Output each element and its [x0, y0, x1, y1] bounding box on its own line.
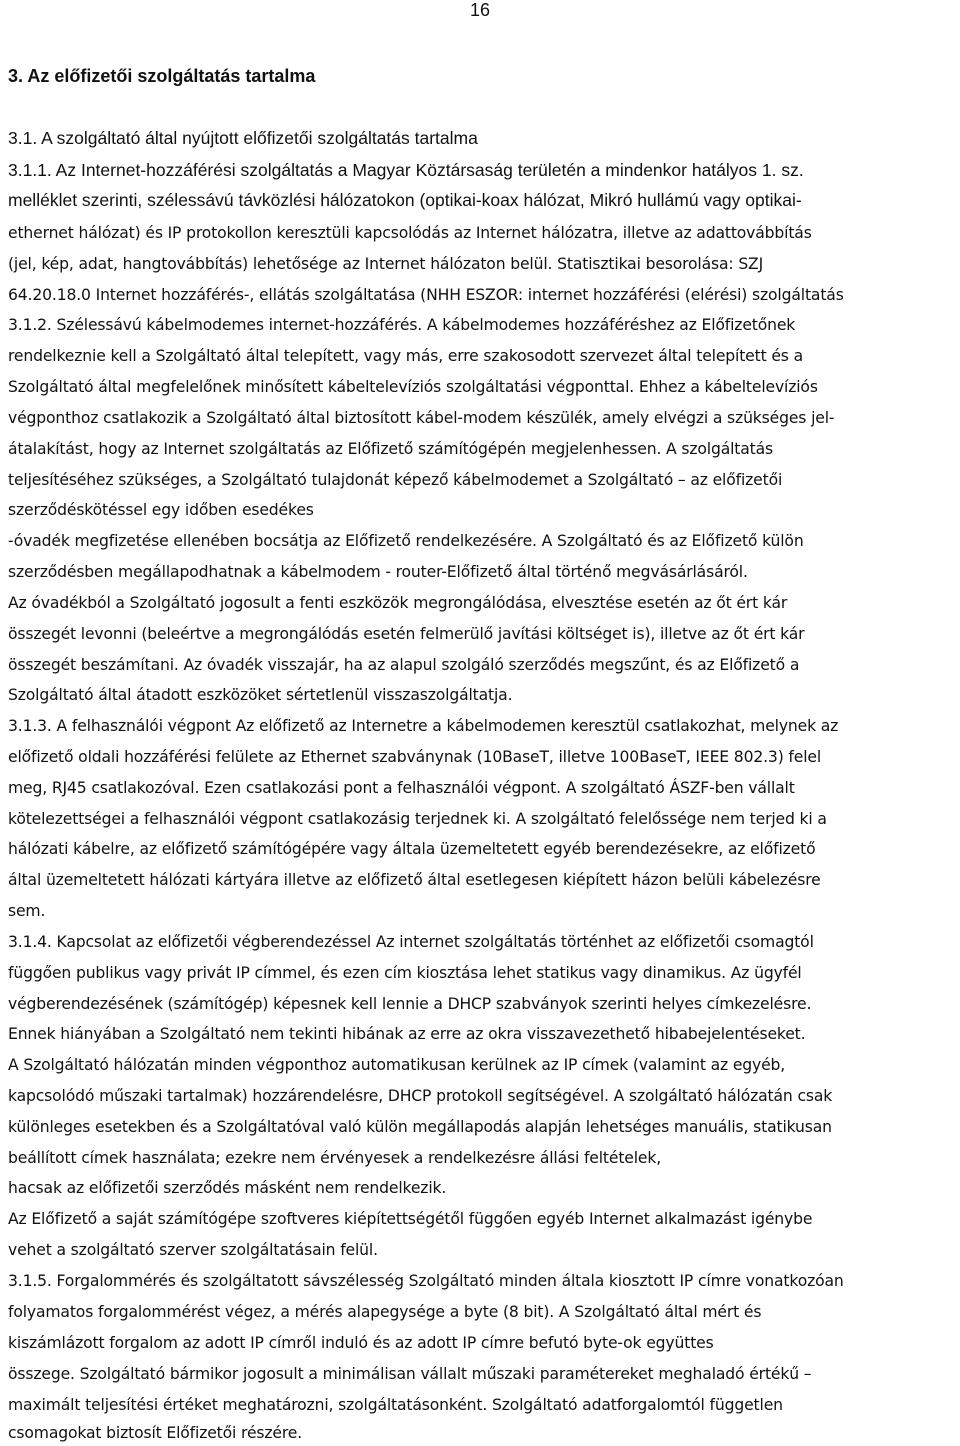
text-line: összegét levonni (beleértve a megrongálódás esetén felmerülő javítási költséget is), illetve az őt ért kár — [8, 625, 805, 643]
text-line: által üzemeltetett hálózati kártyára illetve az előfizető által esetlegesen kiépített házon belüli kábelezésre — [8, 871, 821, 889]
text-line: maximált teljesítési értéket meghatározni, szolgáltatásonként. Szolgáltató adatforgalomtól független — [8, 1396, 783, 1414]
text-line: függően publikus vagy privát IP címmel, és ezen cím kiosztása lehet statikus vagy dinamikus. Az ügyfél — [8, 964, 802, 982]
text-line: végponthoz csatlakozik a Szolgáltató által biztosított kábel-modem készülék, amely elvégzi a szükséges jel- — [8, 409, 835, 427]
text-line: hálózati kábelre, az előfizető számítógépére vagy általa üzemeltetett egyéb berendezésekre, az előfizető — [8, 840, 816, 858]
text-line: összege. Szolgáltató bármikor jogosult a minimálisan vállalt műszaki paramétereket meghaladó értékű – — [8, 1365, 812, 1383]
text-line: szerződéskötéssel egy időben esedékes — [8, 501, 314, 519]
text-line: folyamatos forgalommérést végez, a mérés alapegysége a byte (8 bit). A Szolgáltató által mért és — [8, 1303, 762, 1321]
text-line: kötelezettségei a felhasználói végpont csatlakozásig terjednek ki. A szolgáltató felelőssége nem terjed ki a — [8, 810, 827, 828]
text-line: csomagokat biztosít Előfizetői részére. — [8, 1424, 303, 1442]
page-number: 16 — [470, 0, 491, 20]
text-line: előfizető oldali hozzáférési felülete az Ethernet szabványnak (10BaseT, illetve 100BaseT, IEEE 802.3) felel — [8, 748, 822, 766]
text-line: szerződésben megállapodhatnak a kábelmodem - router-Előfizető által történő megvásárlásáról. — [8, 563, 748, 581]
text-line: kapcsolódó műszaki tartalmak) hozzárendelésre, DHCP protokoll segítségével. A szolgáltató hálózatán csak — [8, 1087, 833, 1105]
text-line: teljesítéséhez szükséges, a Szolgáltató tulajdonát képező kábelmodemet a Szolgáltató – az előfizetői — [8, 471, 783, 489]
text-line: ethernet hálózat) és IP protokollon keresztüli kapcsolódás az Internet hálózatra, illetve az adattovábbítás — [8, 224, 812, 242]
text-line: rendelkeznie kell a Szolgáltató által telepített, vagy más, erre szakosodott szervezet által telepített és a — [8, 347, 803, 365]
text-line: különleges esetekben és a Szolgáltatóval való külön megállapodás alapján lehetséges manuális, statikusan — [8, 1118, 832, 1136]
text-line: kiszámlázott forgalom az adott IP címről induló és az adott IP címre befutó byte-ok együttes — [8, 1334, 714, 1352]
text-line: 3.1.2. Szélessávú kábelmodemes internet-hozzáférés. A kábelmodemes hozzáféréshez az Előfizetőnek — [8, 316, 796, 334]
text-line: Az Előfizető a saját számítógépe szoftveres kiépítettségétől függően egyéb Internet alkalmazást igénybe — [8, 1210, 813, 1228]
text-line: sem. — [8, 902, 46, 920]
text-line: 3.1.5. Forgalommérés és szolgáltatott sávszélesség Szolgáltató minden általa kiosztott IP címre vonatkozóan — [8, 1272, 844, 1290]
text-line: hacsak az előfizetői szerződés másként nem rendelkezik. — [8, 1179, 447, 1197]
text-line: Szolgáltató által megfelelőnek minősített kábeltelevíziós szolgáltatási végponttal. Ehhez a kábeltelevíziós — [8, 378, 818, 396]
text-line: beállított címek használata; ezekre nem érvényesek a rendelkezésre állási feltételek, — [8, 1149, 662, 1167]
text-line: meg, RJ45 csatlakozóval. Ezen csatlakozási pont a felhasználói végpont. A szolgáltató ÁSZF-ben vállalt — [8, 779, 795, 797]
section-heading: 3. Az előfizetői szolgáltatás tartalma — [8, 66, 316, 86]
text-line: 3.1.1. Az Internet-hozzáférési szolgáltatás a Magyar Köztársaság területén a mindenkor hatályos 1. sz. — [8, 160, 804, 180]
text-line: összegét beszámítani. Az óvadék visszajár, ha az alapul szolgáló szerződés megszűnt, és az Előfizető a — [8, 656, 800, 674]
text-line: 64.20.18.0 Internet hozzáférés-, ellátás szolgáltatása (NHH ESZOR: internet hozzáférési (elérési) szolgáltatás — [8, 286, 844, 304]
text-line: 3.1.4. Kapcsolat az előfizetői végberendezéssel Az internet szolgáltatás történhet az előfizetői csomagtól — [8, 933, 814, 951]
text-line: 3.1.3. A felhasználói végpont Az előfizető az Internetre a kábelmodemen keresztül csatlakozhat, melynek az — [8, 717, 839, 735]
text-line: Szolgáltató által átadott eszközöket sértetlenül visszaszolgáltatja. — [8, 686, 513, 704]
text-line: 3.1. A szolgáltató által nyújtott előfizetői szolgáltatás tartalma — [8, 128, 478, 148]
text-line: melléklet szerinti, szélessávú távközlési hálózatokon (optikai-koax hálózat, Mikró hullámú vagy optikai- — [8, 190, 802, 210]
text-line: Az óvadékból a Szolgáltató jogosult a fenti eszközök megrongálódása, elvesztése esetén az őt ért kár — [8, 594, 788, 612]
text-line: átalakítást, hogy az Internet szolgáltatás az Előfizető számítógépén megjelenhessen. A szolgáltatás — [8, 440, 774, 458]
text-line: A Szolgáltató hálózatán minden végponthoz automatikusan kerülnek az IP címek (valamint az egyéb, — [8, 1056, 786, 1074]
text-line: végberendezésének (számítógép) képesnek kell lennie a DHCP szabványok szerinti helyes címkezelésre. — [8, 995, 812, 1013]
text-line: -óvadék megfizetése ellenében bocsátja az Előfizető rendelkezésére. A Szolgáltató és az Előfizető külön — [8, 532, 804, 550]
text-line: vehet a szolgáltató szerver szolgáltatásain felül. — [8, 1241, 378, 1259]
text-line: (jel, kép, adat, hangtovábbítás) lehetősége az Internet hálózaton belül. Statisztikai besorolása: SZJ — [8, 255, 764, 273]
text-line: Ennek hiányában a Szolgáltató nem tekinti hibának az erre az okra visszavezethető hibabejelentéseket. — [8, 1025, 806, 1043]
